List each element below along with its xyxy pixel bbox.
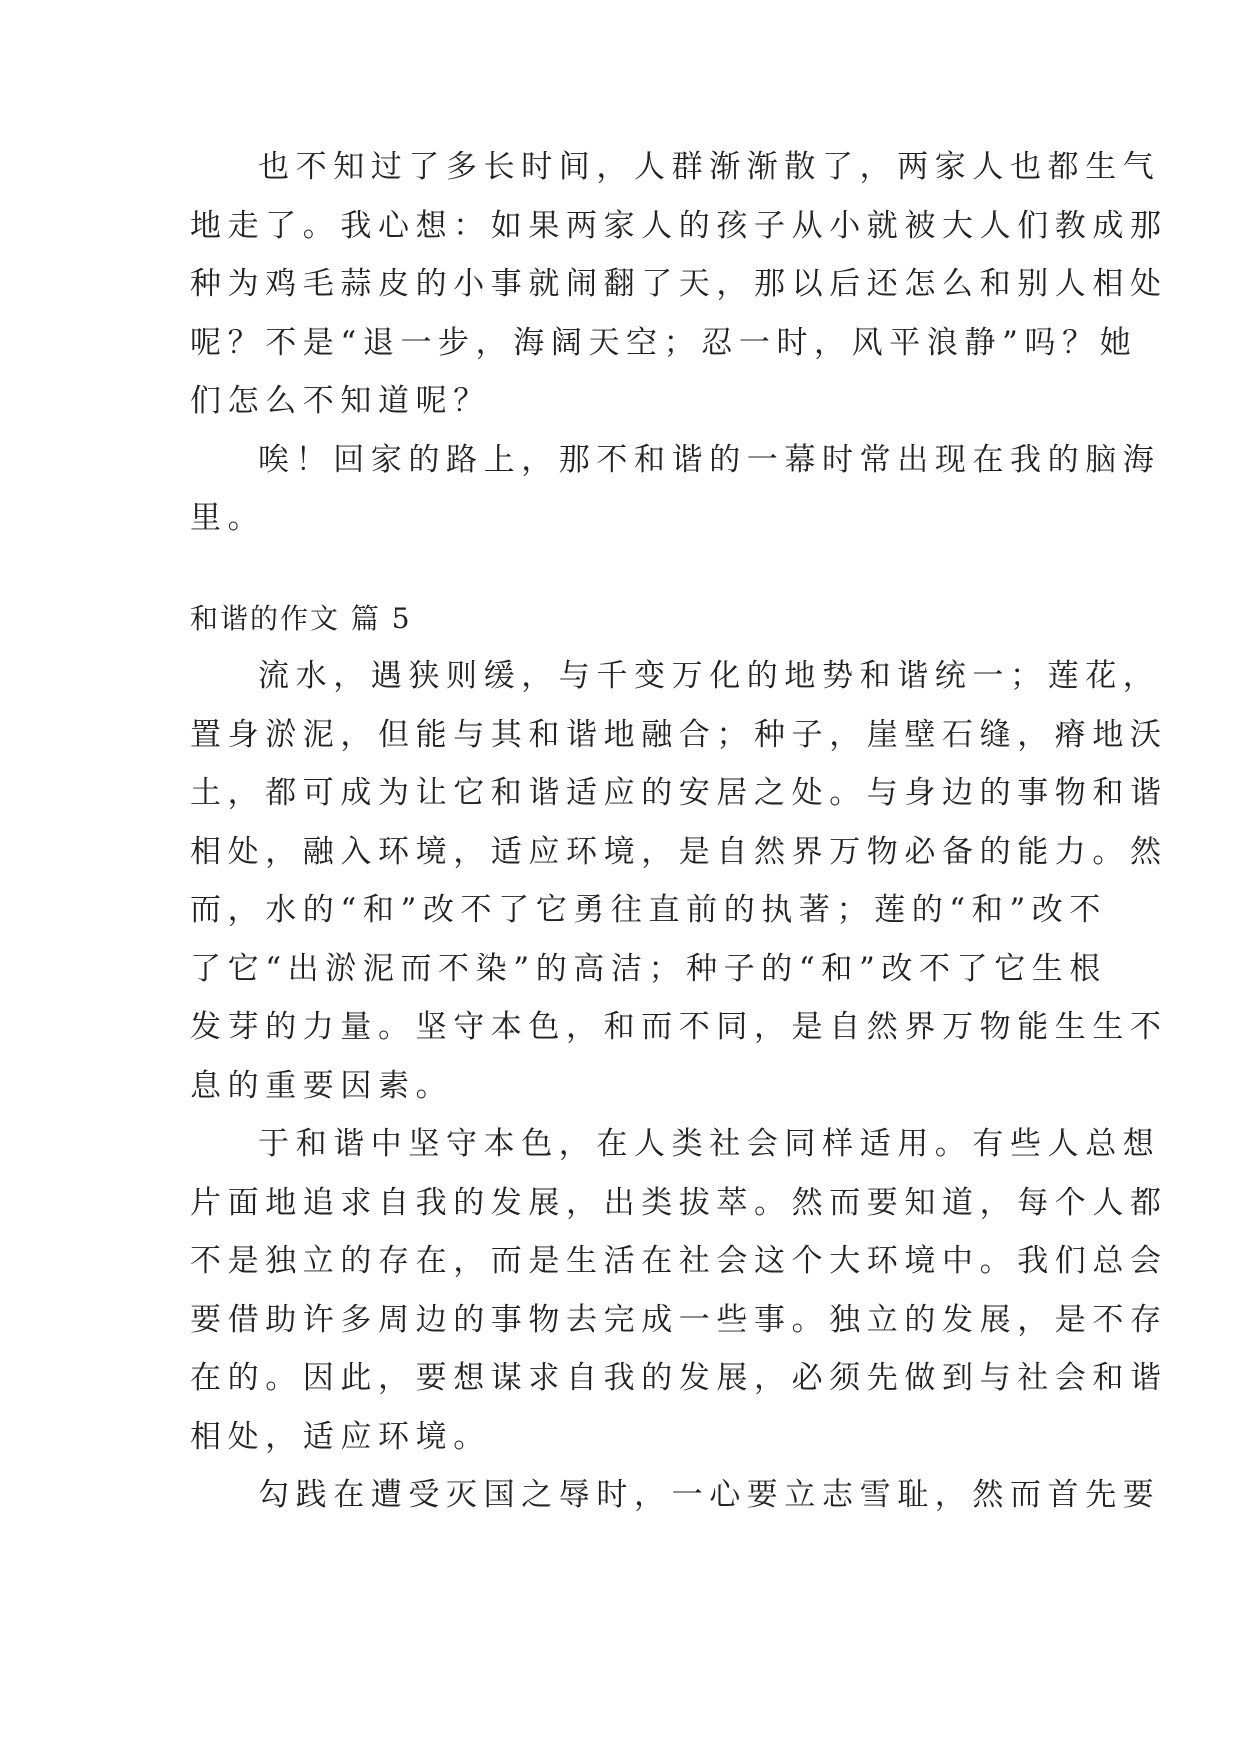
paragraph-line: 呢？不是“退一步，海阔天空；忍一时，风平浪静”吗？她	[190, 325, 1138, 361]
paragraph-line: 里。	[190, 500, 266, 536]
paragraph-line: 要借助许多周边的事物去完成一些事。独立的发展，是不存	[190, 1302, 1168, 1338]
paragraph-line: 息的重要因素。	[190, 1068, 454, 1104]
paragraph-line: 发芽的力量。坚守本色，和而不同，是自然界万物能生生不	[190, 1009, 1168, 1045]
paragraph-line: 不是独立的存在，而是生活在社会这个大环境中。我们总会	[190, 1243, 1168, 1279]
paragraph-line: 相处，适应环境。	[190, 1419, 491, 1455]
paragraph-line: 们怎么不知道呢？	[190, 383, 491, 419]
paragraph-line: 土，都可成为让它和谐适应的安居之处。与身边的事物和谐	[190, 775, 1168, 811]
paragraph-line: 而，水的“和”改不了它勇往直前的执著；莲的“和”改不	[190, 892, 1107, 928]
paragraph-line: 也不知过了多长时间，人群渐渐散了，两家人也都生气	[258, 149, 1161, 185]
paragraph-line: 种为鸡毛蒜皮的小事就闹翻了天，那以后还怎么和别人相处	[190, 266, 1168, 302]
paragraph-line: 了它“出淤泥而不染”的高洁；种子的“和”改不了它生根	[190, 951, 1107, 987]
paragraph-line: 片面地追求自我的发展，出类拔萃。然而要知道，每个人都	[190, 1185, 1168, 1221]
paragraph-line: 地走了。我心想：如果两家人的孩子从小就被大人们教成那	[190, 208, 1168, 244]
paragraph-line: 在的。因此，要想谋求自我的发展，必须先做到与社会和谐	[190, 1360, 1168, 1396]
paragraph-line: 唉！回家的路上，那不和谐的一幕时常出现在我的脑海	[258, 442, 1161, 478]
paragraph-line: 置身淤泥，但能与其和谐地融合；种子，崖壁石缝，瘠地沃	[190, 717, 1168, 753]
paragraph-line: 相处，融入环境，适应环境，是自然界万物必备的能力。然	[190, 834, 1168, 870]
paragraph-line: 流水，遇狭则缓，与千变万化的地势和谐统一；莲花，	[258, 658, 1161, 694]
paragraph-line: 勾践在遭受灭国之辱时，一心要立志雪耻，然而首先要	[258, 1477, 1161, 1513]
section-heading: 和谐的作文 篇 5	[190, 602, 412, 635]
paragraph-line: 于和谐中坚守本色，在人类社会同样适用。有些人总想	[258, 1126, 1161, 1162]
